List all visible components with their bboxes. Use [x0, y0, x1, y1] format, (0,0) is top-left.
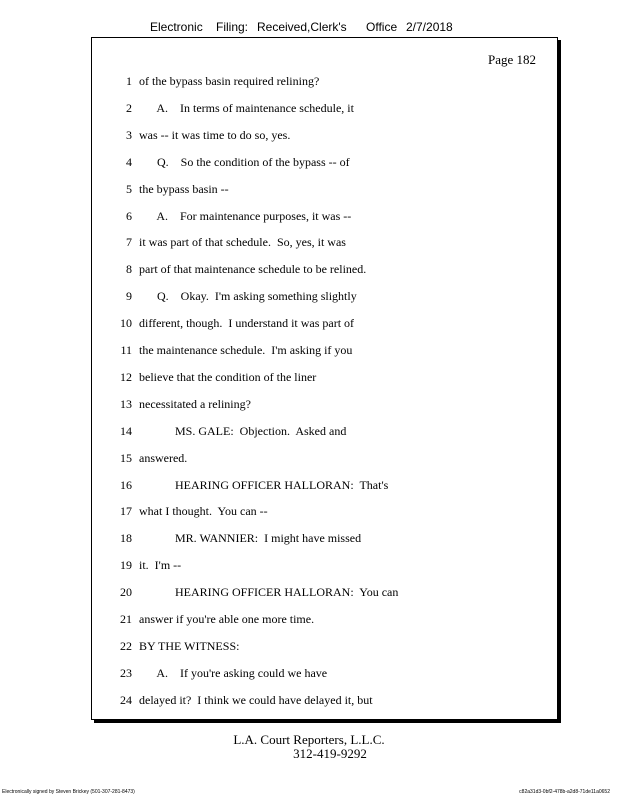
line-number: 6	[126, 208, 132, 223]
line-text: what I thought. You can --	[139, 504, 268, 519]
line-number: 18	[120, 531, 132, 546]
transcript-line	[92, 397, 557, 415]
transcript-line	[92, 289, 557, 307]
signature-left: Electronically signed by Steven Brickey (501-307-281-8473)	[2, 789, 135, 795]
filing-header-part2: Filing:	[216, 20, 249, 34]
line-text: of the bypass basin required relining?	[139, 74, 320, 88]
line-number: 10	[120, 316, 132, 331]
line-text: the maintenance schedule. I'm asking if you	[139, 343, 353, 357]
transcript-line	[92, 504, 557, 522]
line-text: HEARING OFFICER HALLORAN: You can	[139, 585, 399, 600]
transcript-line	[92, 209, 557, 227]
transcript-line	[92, 262, 557, 280]
footer-phone: 312-419-9292	[293, 746, 367, 761]
signature-right: c82a31d3-0bf2-478b-a2d8-71de11a0652	[519, 789, 610, 795]
transcript-line	[92, 370, 557, 388]
line-text: was -- it was time to do so, yes.	[139, 127, 291, 142]
line-text: A. In terms of maintenance schedule, it	[139, 100, 354, 115]
line-text: part of that maintenance schedule to be relined.	[139, 262, 367, 277]
footer-company: L.A. Court Reporters, L.L.C.	[233, 732, 385, 747]
line-number: 12	[120, 369, 132, 384]
line-text: MR. WANNIER: I might have missed	[139, 531, 362, 546]
line-text: A. For maintenance purposes, it was --	[139, 208, 352, 223]
line-text: BY THE WITNESS:	[139, 638, 240, 653]
line-number: 16	[120, 477, 132, 492]
line-number: 2	[126, 100, 132, 115]
transcript-line	[92, 182, 557, 200]
transcript-line	[92, 235, 557, 253]
line-number: 5	[126, 181, 132, 196]
line-number: 20	[120, 585, 132, 600]
line-number: 8	[126, 262, 132, 277]
line-text: the bypass basin --	[139, 181, 229, 196]
line-text: MS. GALE: Objection. Asked and	[139, 423, 347, 438]
line-text: Q. Okay. I'm asking something slightly	[139, 289, 357, 304]
line-text: believe that the condition of the liner	[139, 369, 317, 384]
line-text: delayed it? I think we could have delayed it, but	[139, 692, 373, 707]
line-number: 3	[126, 127, 132, 142]
transcript-line	[92, 585, 557, 603]
filing-header-part3: Received,Clerk's	[257, 20, 347, 34]
line-text: it was part of that schedule. So, yes, it was	[139, 235, 346, 250]
transcript-line	[92, 343, 557, 361]
filing-header-part1: Electronic	[150, 20, 203, 34]
line-text: HEARING OFFICER HALLORAN: That's	[139, 477, 389, 492]
transcript-line	[92, 128, 557, 146]
transcript-line	[92, 74, 557, 92]
line-number: 22	[120, 638, 132, 653]
filing-header-part4: Office	[366, 20, 398, 34]
transcript-line	[92, 451, 557, 469]
transcript-line	[92, 531, 557, 549]
transcript-line	[92, 424, 557, 442]
filing-header-date: 2/7/2018	[406, 20, 453, 34]
line-number: 11	[120, 343, 132, 357]
line-number: 19	[120, 558, 132, 573]
line-number: 24	[120, 692, 132, 707]
line-text: different, though. I understand it was part of	[139, 316, 355, 331]
line-text: answer if you're able one more time.	[139, 612, 315, 626]
line-text: answered.	[139, 450, 188, 465]
filing-header	[150, 20, 453, 34]
transcript-line	[92, 666, 557, 684]
transcript-line	[92, 101, 557, 119]
transcript-page	[91, 37, 558, 720]
transcript-line	[92, 612, 557, 630]
transcript-line	[92, 478, 557, 496]
line-number: 4	[126, 154, 132, 169]
line-number: 14	[120, 423, 132, 438]
transcript-line	[92, 558, 557, 576]
line-number: 9	[126, 289, 132, 304]
line-number: 13	[120, 396, 132, 411]
line-text: A. If you're asking could we have	[139, 665, 328, 680]
line-number: 21	[120, 612, 132, 626]
line-number: 17	[120, 504, 132, 519]
transcript-line	[92, 693, 557, 711]
transcript-line	[92, 155, 557, 173]
page-number: Page 182	[487, 52, 536, 67]
line-text: it. I'm --	[139, 558, 182, 573]
transcript-line	[92, 316, 557, 334]
line-text: Q. So the condition of the bypass -- of	[139, 154, 350, 169]
line-number: 7	[126, 235, 132, 250]
line-number: 15	[120, 450, 132, 465]
line-text: necessitated a relining?	[139, 396, 251, 411]
footer	[0, 733, 618, 761]
line-number: 1	[126, 74, 132, 88]
line-number: 23	[120, 665, 132, 680]
transcript-line	[92, 639, 557, 657]
